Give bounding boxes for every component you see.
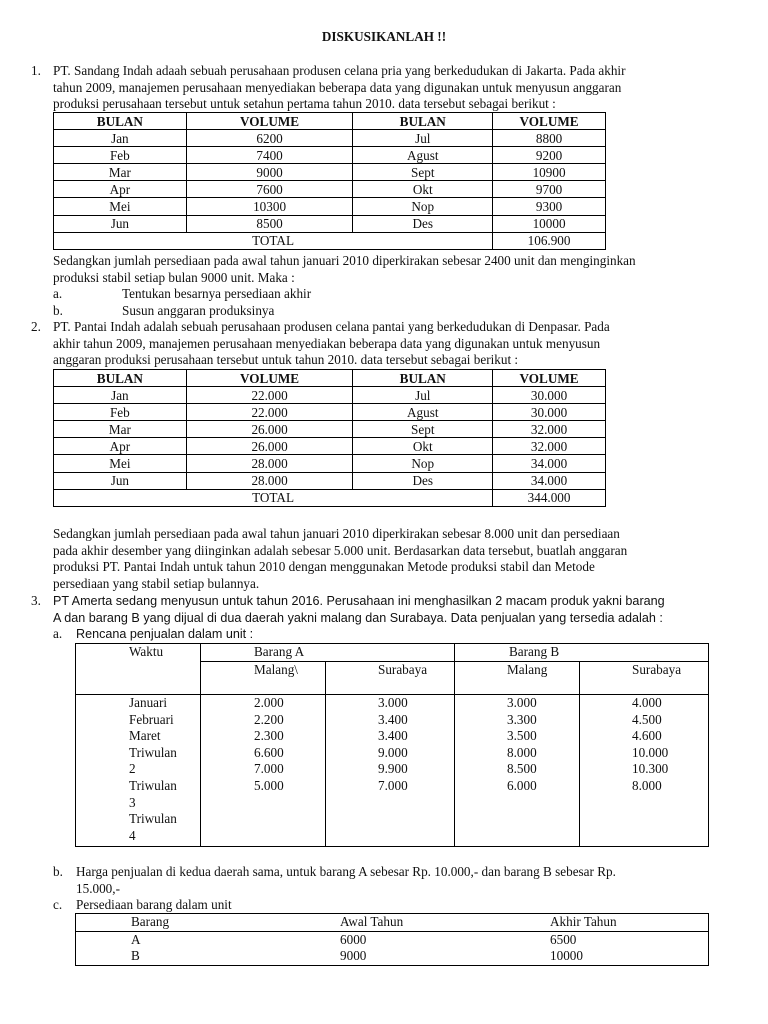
question-2-intro <box>53 319 739 369</box>
total-value: 106.900 <box>493 232 606 249</box>
volume-cell: 28.000 <box>186 472 353 489</box>
q3-item-a-label: a. <box>53 626 63 641</box>
sales-plan-table <box>75 643 709 847</box>
volume-cell: 10900 <box>493 164 606 181</box>
month-cell: Nop <box>353 455 493 472</box>
stock-awal-cell: 9000 <box>340 948 367 963</box>
question-1-intro <box>53 63 739 113</box>
table-row <box>54 215 606 232</box>
question-3-intro <box>53 593 739 626</box>
month-cell: Apr <box>54 181 187 198</box>
waktu-column <box>129 695 177 844</box>
sales-value: 2.200 <box>254 711 284 727</box>
table-row <box>54 147 606 164</box>
period-label: Maret <box>129 728 161 744</box>
barang-a-surabaya-column <box>378 695 408 795</box>
q3-item-a-text: Rencana penjualan dalam unit : <box>76 627 254 641</box>
stock-header-akhir: Akhir Tahun <box>550 914 617 929</box>
sales-value: 9.900 <box>378 761 408 777</box>
intro-line: anggaran produksi perusahaan tersebut untuk tahun 2010. data tersebut sebagai berikut : <box>53 352 519 368</box>
stock-barang-cell: A <box>131 932 141 947</box>
period-label: Triwulan <box>129 811 177 827</box>
stock-awal-cell: 6000 <box>340 932 367 947</box>
sales-value: 6.000 <box>507 777 537 793</box>
volume-cell: 9200 <box>493 147 606 164</box>
production-table-2 <box>53 369 606 507</box>
volume-cell: 9000 <box>186 164 353 181</box>
q1-item-a-label: a. <box>53 286 63 301</box>
table-row <box>54 455 606 472</box>
month-cell: Feb <box>54 404 187 421</box>
intro-line: PT. Pantai Indah adalah sebuah perusahaan produsen celana pantai yang berkedudukan di Denpasar. Pada <box>53 319 610 334</box>
stock-table <box>75 913 709 966</box>
col-divider <box>200 644 201 846</box>
month-cell: Des <box>353 472 493 489</box>
volume-cell: 26.000 <box>186 438 353 455</box>
table-row <box>54 387 606 404</box>
stock-barang-cell: B <box>131 948 140 963</box>
barang-b-header: Barang B <box>509 644 560 659</box>
table-header-row <box>54 113 606 130</box>
barang-a-malang-column <box>254 695 284 795</box>
stock-akhir-cell: 10000 <box>550 948 583 963</box>
sales-value: 3.000 <box>378 695 408 710</box>
sales-value: 5.000 <box>254 777 284 793</box>
month-cell: Okt <box>353 438 493 455</box>
sales-value: 10.300 <box>632 761 669 777</box>
col-divider <box>579 661 580 846</box>
period-label: Triwulan <box>129 744 177 760</box>
header-cell: BULAN <box>54 113 187 130</box>
sales-value: 9.000 <box>378 744 408 760</box>
volume-cell: 8800 <box>493 130 606 147</box>
month-cell: Sept <box>353 421 493 438</box>
header-cell: VOLUME <box>186 370 353 387</box>
header-cell: BULAN <box>353 113 493 130</box>
volume-cell: 22.000 <box>186 404 353 421</box>
question-2-after <box>53 526 739 592</box>
table-row <box>54 472 606 489</box>
sales-value: 10.000 <box>632 744 669 760</box>
sales-value: 2.300 <box>254 728 284 744</box>
volume-cell: 8500 <box>186 215 353 232</box>
q1-item-a-text: Tentukan besarnya persediaan akhir <box>122 286 312 301</box>
month-cell: Agust <box>353 147 493 164</box>
sales-value: 3.400 <box>378 728 408 744</box>
sub-header-b-malang: Malang <box>507 662 548 677</box>
month-cell: Jul <box>353 387 493 404</box>
month-cell: Des <box>353 215 493 232</box>
volume-cell: 22.000 <box>186 387 353 404</box>
question-1-after <box>53 253 739 286</box>
month-cell: Jun <box>54 472 187 489</box>
sales-value: 7.000 <box>378 777 408 793</box>
volume-cell: 6200 <box>186 130 353 147</box>
question-3-number: 3. <box>31 593 41 608</box>
month-cell: Mei <box>54 455 187 472</box>
sales-value: 4.500 <box>632 711 662 727</box>
period-label: Februari <box>129 711 174 727</box>
total-label: TOTAL <box>54 232 493 249</box>
table-row <box>54 198 606 215</box>
sales-value: 4.000 <box>632 695 662 710</box>
table-header-row <box>54 370 606 387</box>
volume-cell: 9700 <box>493 181 606 198</box>
volume-cell: 9300 <box>493 198 606 215</box>
after-line: persediaan yang stabil setiap bulannya. <box>53 575 260 591</box>
month-cell: Sept <box>353 164 493 181</box>
volume-cell: 7600 <box>186 181 353 198</box>
sales-value: 3.500 <box>507 728 537 744</box>
row-divider <box>76 931 708 932</box>
q3-item-b-text <box>76 864 739 897</box>
volume-cell: 26.000 <box>186 421 353 438</box>
total-row <box>54 489 606 506</box>
sub-header-a-surabaya: Surabaya <box>378 662 428 677</box>
sales-value: 7.000 <box>254 761 284 777</box>
question-2-number: 2. <box>31 319 41 334</box>
stock-header-awal: Awal Tahun <box>340 914 404 929</box>
volume-cell: 30.000 <box>493 387 606 404</box>
q1-item-b-text: Susun anggaran produksinya <box>122 303 275 318</box>
barang-b-surabaya-column <box>632 695 668 795</box>
month-cell: Apr <box>54 438 187 455</box>
col-divider <box>325 661 326 846</box>
intro-line: PT. Sandang Indah adaah sebuah perusahaan produsen celana pria yang berkedudukan di Jakarta. Pada akhir <box>53 63 626 78</box>
month-cell: Mar <box>54 164 187 181</box>
after-line: Sedangkan jumlah persediaan pada awal tahun januari 2010 diperkirakan sebesar 2400 unit dan menginginkan <box>53 253 636 268</box>
month-cell: Jul <box>353 130 493 147</box>
table-row <box>54 438 606 455</box>
period-label: 4 <box>129 827 136 843</box>
q1-item-b-label: b. <box>53 303 63 318</box>
intro-line: PT Amerta sedang menyusun untuk tahun 2016. Perusahaan ini menghasilkan 2 macam produk yakni barang <box>53 594 665 608</box>
sales-value: 8.000 <box>507 744 537 760</box>
intro-line: akhir tahun 2009, manajemen perusahaan menyediakan beberapa data yang digunakan untuk menyusun <box>53 335 601 351</box>
q3-item-c-text: Persediaan barang dalam unit <box>76 897 232 912</box>
col-divider <box>454 644 455 846</box>
total-row <box>54 232 606 249</box>
after-line: Sedangkan jumlah persediaan pada awal tahun januari 2010 diperkirakan sebesar 8.000 unit dan persediaan <box>53 526 620 541</box>
volume-cell: 30.000 <box>493 404 606 421</box>
sub-header-b-surabaya: Surabaya <box>632 662 682 677</box>
header-cell: VOLUME <box>186 113 353 130</box>
sales-value: 3.400 <box>378 711 408 727</box>
sub-header-a-malang: Malang\ <box>254 662 298 677</box>
sales-value: 8.000 <box>632 777 662 793</box>
after-line: pada akhir desember yang diinginkan adalah sebesar 5.000 unit. Berdasarkan data tersebut, buatlah anggaran <box>53 542 628 558</box>
item-b-line: Harga penjualan di kedua daerah sama, untuk barang A sebesar Rp. 10.000,- dan barang B sebesar Rp. <box>76 864 616 879</box>
barang-b-malang-column <box>507 695 537 795</box>
after-line: produksi PT. Pantai Indah untuk tahun 2010 dengan menggunakan Metode produksi stabil dan Metode <box>53 559 595 575</box>
volume-cell: 7400 <box>186 147 353 164</box>
table-row <box>54 164 606 181</box>
volume-cell: 32.000 <box>493 438 606 455</box>
period-label: Triwulan <box>129 777 177 793</box>
month-cell: Jan <box>54 130 187 147</box>
intro-line: tahun 2009, manajemen perusahaan menyediakan beberapa data yang digunakan untuk menyusun anggaran <box>53 79 622 95</box>
waktu-header: Waktu <box>129 644 164 659</box>
total-label: TOTAL <box>54 489 493 506</box>
volume-cell: 10300 <box>186 198 353 215</box>
volume-cell: 28.000 <box>186 455 353 472</box>
sales-value: 2.000 <box>254 695 284 710</box>
sales-value: 8.500 <box>507 761 537 777</box>
sales-value: 3.300 <box>507 711 537 727</box>
sales-value: 6.600 <box>254 744 284 760</box>
stock-header-barang: Barang <box>131 914 170 929</box>
sales-value: 3.000 <box>507 695 537 710</box>
period-label: 3 <box>129 794 136 810</box>
q3-item-c-label: c. <box>53 897 63 912</box>
barang-a-header: Barang A <box>254 644 305 659</box>
page-title: DISKUSIKANLAH !! <box>321 29 447 44</box>
intro-line: A dan barang B yang dijual di dua daerah yakni malang dan Surabaya. Data penjualan yang tersedia adalah : <box>53 610 663 625</box>
month-cell: Nop <box>353 198 493 215</box>
month-cell: Mei <box>54 198 187 215</box>
q3-item-b-label: b. <box>53 864 63 879</box>
month-cell: Jan <box>54 387 187 404</box>
table-row <box>54 404 606 421</box>
stock-akhir-cell: 6500 <box>550 932 577 947</box>
month-cell: Agust <box>353 404 493 421</box>
after-line: produksi stabil setiap bulan 9000 unit. Maka : <box>53 269 295 285</box>
table-row <box>54 181 606 198</box>
table-row <box>54 421 606 438</box>
month-cell: Jun <box>54 215 187 232</box>
sales-value: 4.600 <box>632 728 662 744</box>
month-cell: Okt <box>353 181 493 198</box>
table-row <box>54 130 606 147</box>
month-cell: Feb <box>54 147 187 164</box>
volume-cell: 10000 <box>493 215 606 232</box>
month-cell: Mar <box>54 421 187 438</box>
period-label: 2 <box>129 761 136 777</box>
volume-cell: 34.000 <box>493 472 606 489</box>
total-value: 344.000 <box>493 489 606 506</box>
period-label: Januari <box>129 695 168 710</box>
header-cell: BULAN <box>353 370 493 387</box>
intro-line: produksi perusahaan tersebut untuk setahun pertama tahun 2010. data tersebut sebagai berikut : <box>53 96 556 112</box>
header-cell: VOLUME <box>493 370 606 387</box>
item-b-line: 15.000,- <box>76 880 120 896</box>
production-table-1 <box>53 112 606 250</box>
volume-cell: 32.000 <box>493 421 606 438</box>
header-cell: BULAN <box>54 370 187 387</box>
volume-cell: 34.000 <box>493 455 606 472</box>
question-1-number: 1. <box>31 63 41 78</box>
header-cell: VOLUME <box>493 113 606 130</box>
